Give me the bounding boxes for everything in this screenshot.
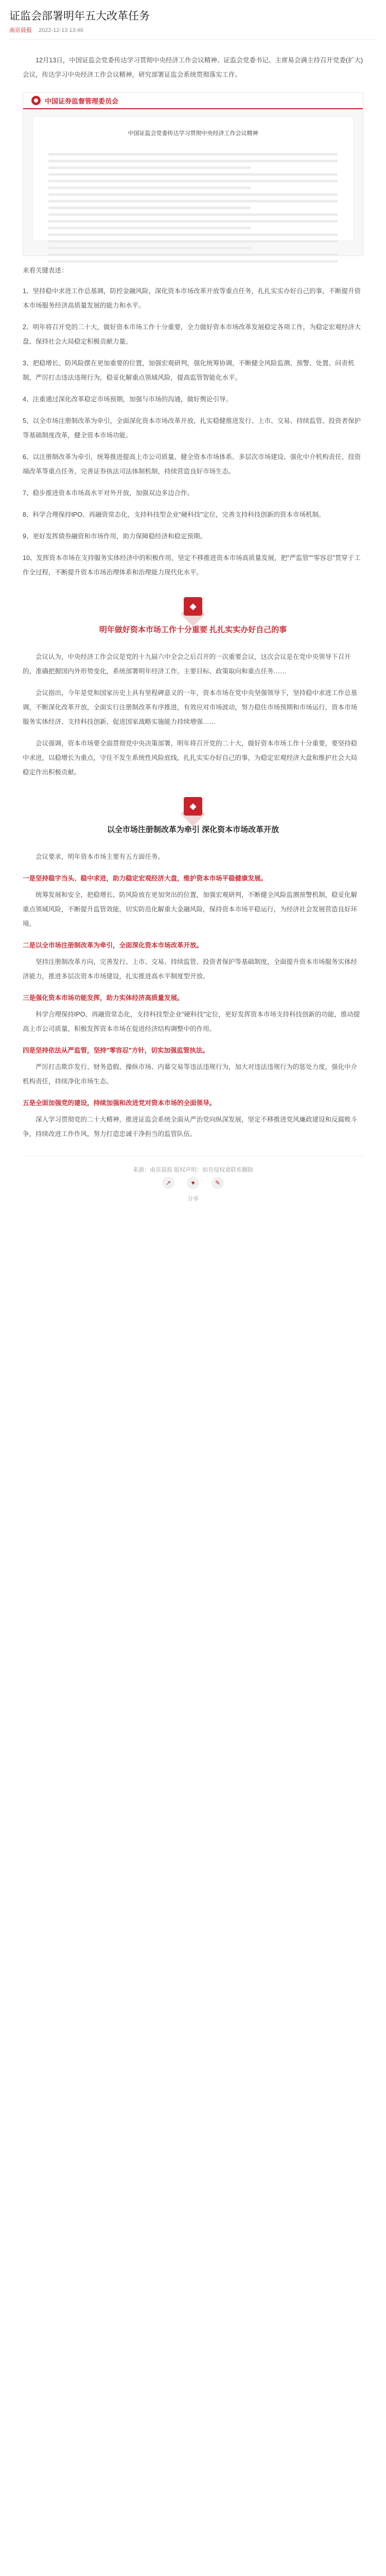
task-body: 深入学习贯彻党的二十大精神，推进证监会系统全面从严治党向纵深发展，坚定不移推进党风廉政建设和反腐败斗争，持续改进工作作风，努力打造忠诚干净担当的监管队伍。 bbox=[23, 1116, 358, 1138]
article-meta bbox=[9, 26, 377, 34]
article-body bbox=[0, 53, 386, 1212]
key-point: 9、更好发挥债券融资和市场作用，助力保障稳经济和稳定预期。 bbox=[23, 533, 206, 540]
screenshot-headline: 中国证监会党委传达学习贯彻中央经济工作会议精神 bbox=[128, 130, 258, 137]
article-header bbox=[0, 0, 386, 45]
article-page bbox=[0, 0, 386, 1212]
comment-icon[interactable]: ✎ bbox=[212, 1177, 224, 1189]
footer-text: 来源：南京晨报 版权声明：如有侵权请联系删除 bbox=[132, 1167, 254, 1173]
task-body: 坚持注册制改革方向，完善发行、上市、交易、持续监管、投资者保护等基础制度，全面提升资本市场服务实体经济能力，推进多层次资本市场建设，扎实推进高水平制度型开放。 bbox=[23, 958, 358, 980]
section2-lead: 会议要求，明年资本市场主要有五方面任务。 bbox=[36, 853, 165, 860]
screenshot-body bbox=[32, 116, 354, 241]
section1-paragraph: 会议认为，中央经济工作会议是党的十九届六中全会之后召开的一次重要会议，这次会议是在党中央领导下召开的，准确把握国内外形势变化，系统部署明年经济工作，主要目标、政策取向和重点任务…… bbox=[23, 653, 351, 675]
section1-paragraph: 会议强调，资本市场要全面贯彻党中央决策部署，明年将召开党的二十大，做好资本市场工作十分重要，要坚持稳中求进，以稳增长为重点，守住不发生系统性风险底线，扎扎实实办好自己的事，为稳定宏观经济大盘和维护社会大局稳定作出积极贡献。 bbox=[23, 740, 358, 776]
intro-paragraph: 12月13日，中国证监会党委传达学习贯彻中央经济工作会议精神。证监会党委书记、主席易会满主持召开党委(扩大)会议，传达学习中央经济工作会议精神，研究部署证监会系统贯彻落实工作。 bbox=[23, 57, 363, 78]
key-point: 7、稳步推进资本市场高水平对外开放，加强双边多边合作。 bbox=[23, 489, 194, 497]
article-title: 证监会部署明年五大改革任务 bbox=[9, 10, 150, 22]
task-heading: 二是以全市场注册制改革为牵引，全面深化资本市场改革开放。 bbox=[23, 942, 203, 949]
screenshot-org: 中国证券监督管理委员会 bbox=[45, 97, 119, 105]
task-heading: 三是强化资本市场功能发挥，助力实体经济高质量发展。 bbox=[23, 994, 184, 1002]
task-item bbox=[23, 1096, 363, 1141]
key-points-list bbox=[23, 284, 363, 580]
key-point: 10、发挥资本市场在支持服务实体经济中的积极作用，坚定不移推进资本市场高质量发展，把"严监管""零容忍"贯穿于工作全过程，不断提升资本市场治理体系和治理能力现代化水平。 bbox=[23, 554, 361, 576]
screenshot-figure bbox=[23, 92, 363, 256]
section-header-2 bbox=[23, 791, 363, 842]
task-item bbox=[23, 871, 363, 931]
section-title-1: 明年做好资本市场工作十分重要 扎扎实实办好自己的事 bbox=[99, 625, 287, 634]
share-label[interactable]: 分享 bbox=[187, 1196, 199, 1202]
key-points-intro: 来看关键表述： bbox=[23, 267, 68, 274]
article-source[interactable]: 南京晨报 bbox=[9, 27, 32, 33]
screenshot-text-lines bbox=[48, 153, 338, 267]
task-body: 统筹发展和安全，把稳增长、防风险放在更加突出的位置，加强宏观研判，不断健全风险监测预警机制，稳妥化解重点领域风险，不断提升监管效能，切实防范化解重大金融风险，保持资本市场平稳运行，为经济社会发展营造良好环境。 bbox=[23, 891, 358, 927]
section1-paragraph: 会议指出，今年是党和国家历史上具有里程碑意义的一年，资本市场在党中央坚强领导下，坚持稳中求进工作总基调，不断深化改革开放，全面实行注册制改革有序推进，有效应对市场波动，努力稳住市场预期和市场运行，资本市场服务实体经济、支持科技创新、促进国家战略实施能力持续增强…… bbox=[23, 689, 358, 725]
key-point: 2、明年将召开党的二十大，做好资本市场工作十分重要，全力做好资本市场改革发展稳定各项工作，为稳定宏观经济大盘、保持社会大局稳定积极贡献力量。 bbox=[23, 324, 361, 345]
task-body: 科学合理保持IPO、再融资常态化，支持科技型企业"硬科技"定位，更好发挥资本市场支持科技创新的功能，推动提高上市公司质量，积极发挥资本市场在促进经济结构调整中的作用。 bbox=[23, 1011, 360, 1032]
section-badge-icon: ◆ bbox=[184, 597, 202, 616]
key-point: 1、坚持稳中求进工作总基调，防控金融风险，深化资本市场改革开放等重点任务，扎扎实实办好自己的事，不断提升资本市场服务经济高质量发展的能力和水平。 bbox=[23, 287, 361, 309]
section-header-1 bbox=[23, 591, 363, 642]
section-badge-icon: ◆ bbox=[184, 797, 202, 816]
key-point: 5、以全市场注册制改革为牵引，全面深化资本市场改革开放，扎实稳健推进发行、上市、交易、持续监管、投资者保护等基础制度改革，健全资本市场功能。 bbox=[23, 417, 361, 439]
footer-actions bbox=[23, 1177, 363, 1189]
task-body: 严厉打击欺诈发行、财务造假、操纵市场、内幕交易等违法违规行为，加大对违法违规行为的惩处力度，强化中介机构责任，持续净化市场生态。 bbox=[23, 1063, 358, 1085]
task-item bbox=[23, 1043, 363, 1089]
section-title-2: 以全市场注册制改革为牵引 深化资本市场改革开放 bbox=[107, 825, 279, 834]
task-heading: 一是坚持稳字当头、稳中求进，助力稳定宏观经济大盘，维护资本市场平稳健康发展。 bbox=[23, 875, 268, 882]
share-icon[interactable]: ↗ bbox=[162, 1177, 174, 1189]
key-point: 6、以注册制改革为牵引，统筹推进提高上市公司质量、健全资本市场体系、多层次市场建设、强化中介机构责任、投资端改革等重点任务，完善证券执法司法体制机制，持续营造良好市场生态。 bbox=[23, 453, 361, 475]
csrc-logo-icon bbox=[31, 96, 41, 105]
article-datetime: 2022-12-13 13:46 bbox=[39, 27, 83, 33]
header-divider bbox=[9, 39, 377, 40]
key-point: 4、注重通过深化改革稳定市场预期，加强与市场的沟通，做好舆论引导。 bbox=[23, 396, 232, 403]
key-point: 3、把稳增长、防风险摆在更加重要的位置，加强宏观研判，强化统筹协调，不断健全风险监测、预警、处置、问责机制，严厉打击违法违规行为，稳妥化解重点领域风险，提高监管智能化水平。 bbox=[23, 360, 355, 381]
task-heading: 五是全面加强党的建设，持续加强和改进党对资本市场的全面领导。 bbox=[23, 1099, 216, 1107]
task-heading: 四是坚持依法从严监管，坚持"零容忍"方针，切实加强监管执法。 bbox=[23, 1047, 209, 1054]
screenshot-topbar bbox=[23, 93, 363, 109]
task-item bbox=[23, 991, 363, 1036]
key-point: 8、科学合理保持IPO、再融资常态化，支持科技型企业"硬科技"定位，完善支持科技创新的资本市场机制。 bbox=[23, 511, 325, 518]
task-item bbox=[23, 938, 363, 984]
like-icon[interactable]: ♥ bbox=[187, 1177, 199, 1189]
article-footer bbox=[23, 1156, 363, 1212]
